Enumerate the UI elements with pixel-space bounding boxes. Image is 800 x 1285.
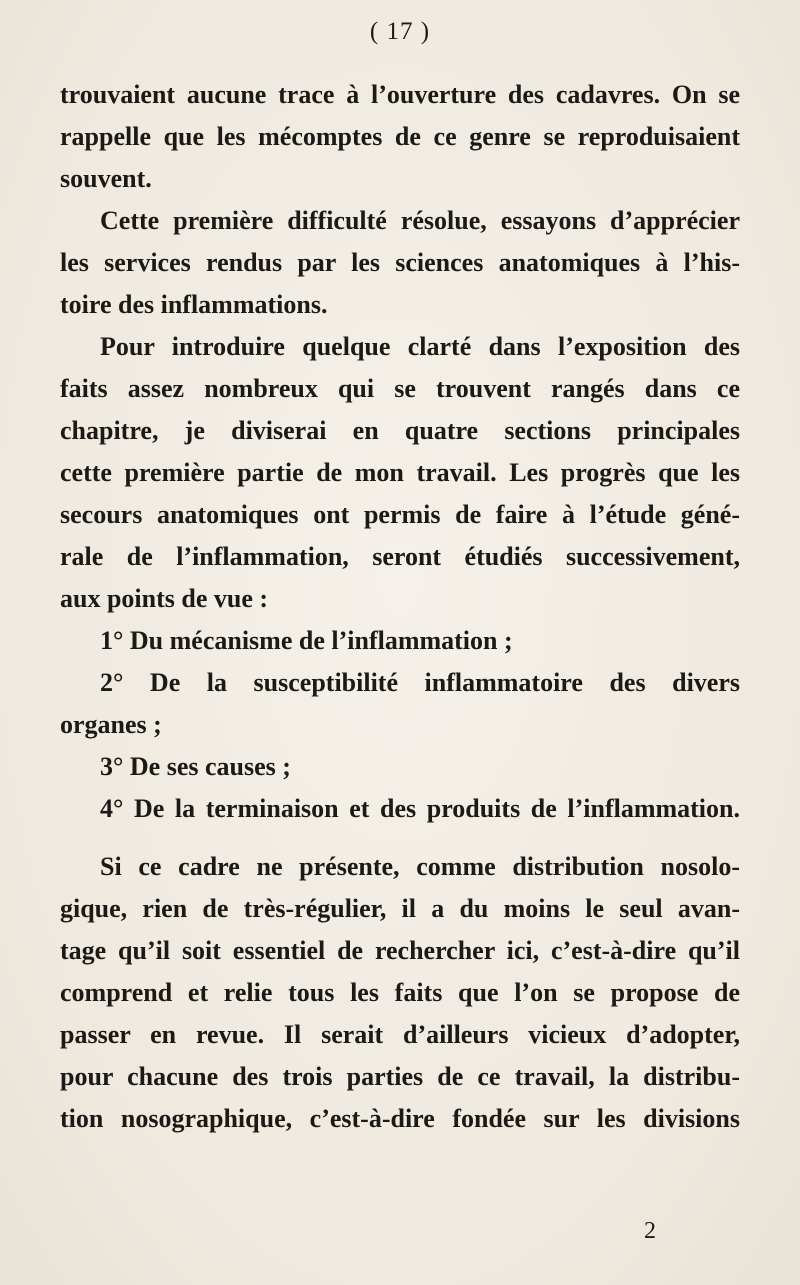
text-line: rappelle que les mécomptes de ce genre se reproduisaient — [60, 122, 740, 151]
text-line: secours anatomiques ont permis de faire à l’étude géné- — [60, 500, 740, 529]
text-line: tage qu’il soit essentiel de rechercher ici, c’est-à-dire qu’il — [60, 936, 740, 965]
text-line: Pour introduire quelque clarté dans l’exposition des — [100, 332, 740, 361]
text-line: gique, rien de très-régulier, il a du moins le seul avan- — [60, 894, 740, 923]
text-line: les services rendus par les sciences anatomiques à l’his- — [60, 248, 740, 277]
text-line: pour chacune des trois parties de ce travail, la distribu- — [60, 1062, 740, 1091]
text-line: 4° De la terminaison et des produits de l’inflammation. — [100, 794, 740, 823]
text-line: 1° Du mécanisme de l’inflammation ; — [100, 626, 513, 655]
text-line: passer en revue. Il serait d’ailleurs vicieux d’adopter, — [60, 1020, 740, 1049]
text-line: organes ; — [60, 710, 162, 739]
signature-mark: 2 — [644, 1218, 656, 1244]
text-line: Cette première difficulté résolue, essayons d’apprécier — [100, 206, 740, 235]
text-line: aux points de vue : — [60, 584, 269, 613]
text-line: souvent. — [60, 164, 152, 193]
text-line: trouvaient aucune trace à l’ouverture des cadavres. On se — [60, 80, 740, 109]
text-line: comprend et relie tous les faits que l’on se propose de — [60, 978, 740, 1007]
text-line: cette première partie de mon travail. Les progrès que les — [60, 458, 740, 487]
text-line: rale de l’inflammation, seront étudiés successivement, — [60, 542, 740, 571]
text-line: faits assez nombreux qui se trouvent rangés dans ce — [60, 374, 740, 403]
text-line: Si ce cadre ne présente, comme distribution nosolo- — [100, 852, 740, 881]
text-block-2 — [60, 846, 740, 1140]
text-line: tion nosographique, c’est-à-dire fondée sur les divisions — [60, 1104, 740, 1133]
text-line: toire des inflammations. — [60, 290, 328, 319]
text-line: chapitre, je diviserai en quatre sections principales — [60, 416, 740, 445]
text-block-1 — [60, 74, 740, 830]
text-line: 3° De ses causes ; — [100, 752, 291, 781]
page-number: ( 17 ) — [369, 18, 431, 45]
text-line: 2° De la susceptibilité inflammatoire des divers — [100, 668, 740, 697]
